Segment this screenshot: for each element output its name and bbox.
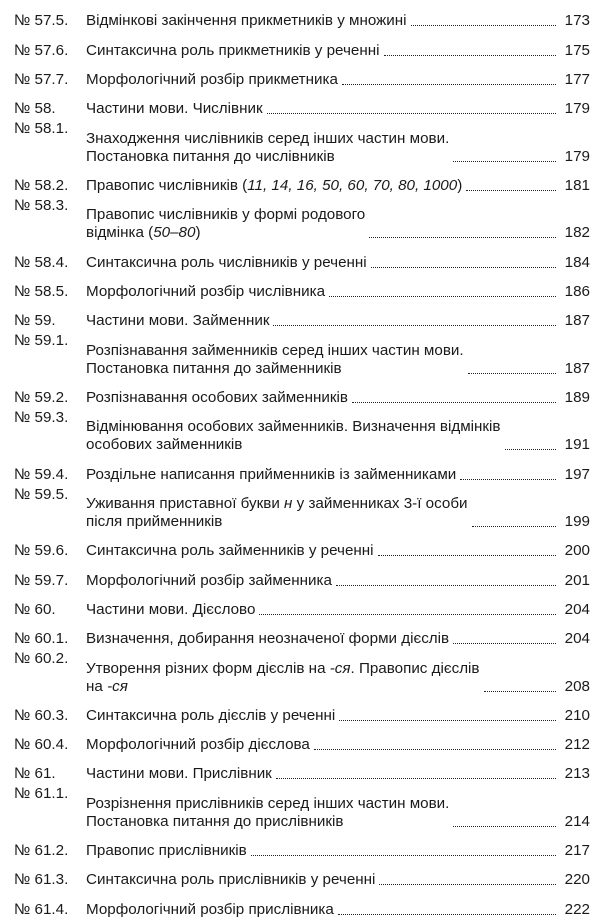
toc-entry <box>0 621 600 650</box>
entry-number: № 60.3. <box>14 706 69 724</box>
entry-number: № 60.4. <box>14 736 69 754</box>
entry-number: № 58.5. <box>14 282 69 300</box>
dot-leader <box>484 690 557 692</box>
entry-title <box>86 630 449 648</box>
dot-leader <box>384 54 556 56</box>
entry-title-line-1 <box>86 660 480 678</box>
entry-body <box>86 707 590 725</box>
entry-body <box>86 254 590 272</box>
entry-number: № 57.6. <box>14 41 69 59</box>
title-text-end: ) <box>195 224 201 242</box>
dot-leader <box>453 642 556 644</box>
entry-number: № 59. <box>14 312 56 330</box>
title-text: особових займенників <box>86 436 243 454</box>
entry-title-line-1 <box>86 418 501 436</box>
entry-title-line-1 <box>86 130 449 148</box>
entry-body <box>86 601 590 619</box>
title-example: н <box>284 494 293 512</box>
title-text: після прийменників <box>86 512 223 530</box>
title-example: 50–80 <box>153 224 196 242</box>
title-text: Синтаксична роль прислівників у реченні <box>86 871 376 889</box>
entry-number: № 61. <box>14 765 56 783</box>
title-text: Морфологічний розбір прикметника <box>86 70 338 88</box>
entry-title <box>86 283 325 301</box>
toc-entry <box>0 592 600 621</box>
toc-entry <box>0 562 600 591</box>
title-text: Морфологічний розбір прислівника <box>86 900 334 918</box>
entry-body <box>86 100 590 118</box>
entry-body <box>86 389 590 407</box>
toc-entry <box>0 698 600 727</box>
toc-entry <box>0 303 600 332</box>
page-number: 182 <box>564 224 590 242</box>
title-text: Розрізнення прислівників серед інших частин мови. <box>86 794 450 812</box>
title-text: Синтаксична роль займенників у реченні <box>86 542 374 560</box>
page-number: 208 <box>564 677 590 695</box>
entry-title <box>86 495 468 531</box>
page-number: 197 <box>564 465 590 483</box>
dot-leader <box>453 160 556 162</box>
title-text: Утворення різних форм дієслів на <box>86 659 330 677</box>
toc-entry <box>0 380 600 409</box>
dot-leader <box>339 719 556 721</box>
entry-title <box>86 42 380 60</box>
entry-title-line-1 <box>86 795 449 813</box>
entry-number: № 57.7. <box>14 70 69 88</box>
page-number: 199 <box>564 512 590 530</box>
dot-leader <box>314 748 556 750</box>
title-example: -ся <box>107 677 128 695</box>
toc-entry <box>0 833 600 862</box>
page-number: 204 <box>564 600 590 618</box>
title-text: Частини мови. Займенник <box>86 312 270 330</box>
page-number: 189 <box>564 388 590 406</box>
entry-body <box>86 71 590 89</box>
entry-body <box>86 283 590 301</box>
entry-title <box>86 71 338 89</box>
entry-number: № 60. <box>14 600 56 618</box>
entry-number: № 60.2. <box>14 650 69 668</box>
title-text: Уживання приставної букви <box>86 494 285 512</box>
title-text: Знаходження числівників серед інших частин мови. <box>86 129 450 147</box>
page-number: 217 <box>564 842 590 860</box>
toc-entry <box>0 756 600 785</box>
toc-entry <box>0 785 600 832</box>
entry-body <box>86 630 590 648</box>
entry-number: № 58.2. <box>14 176 69 194</box>
page-number: 214 <box>564 812 590 830</box>
entry-number: № 57.5. <box>14 12 69 30</box>
toc-entry <box>0 891 600 920</box>
dot-leader <box>468 372 556 374</box>
page-number: 201 <box>564 571 590 589</box>
entry-title-line-2 <box>86 513 222 530</box>
title-text: Частини мови. Дієслово <box>86 600 256 618</box>
entry-number: № 58.3. <box>14 196 69 214</box>
toc-entry <box>0 91 600 120</box>
page-number: 177 <box>564 70 590 88</box>
toc-entry <box>0 456 600 485</box>
entry-number: № 59.5. <box>14 485 69 503</box>
entry-title-line-2 <box>86 224 201 241</box>
title-text: на <box>86 677 108 695</box>
entry-title <box>86 601 255 619</box>
dot-leader <box>379 883 556 885</box>
entry-title-line-2 <box>86 678 128 695</box>
toc-entry <box>0 168 600 197</box>
entry-number: № 59.6. <box>14 542 69 560</box>
entry-title <box>86 466 456 484</box>
entry-number: № 59.2. <box>14 388 69 406</box>
title-example: 11, 14, 16, 50, 60, 70, 80, 1000 <box>247 176 458 194</box>
dot-leader <box>342 83 556 85</box>
entry-number: № 58. <box>14 100 56 118</box>
entry-title <box>86 765 272 783</box>
title-text: Синтаксична роль дієслів у реченні <box>86 706 336 724</box>
title-text: Розпізнавання займенників серед інших частин мови. <box>86 341 464 359</box>
toc-entry <box>0 274 600 303</box>
entry-body <box>86 842 590 860</box>
page-number: 175 <box>564 41 590 59</box>
page-number: 220 <box>564 871 590 889</box>
dot-leader <box>378 554 556 556</box>
entry-number: № 59.3. <box>14 408 69 426</box>
page-number: 187 <box>564 359 590 377</box>
entry-body <box>86 901 590 919</box>
entry-title-line-2 <box>86 148 335 165</box>
toc-entry <box>0 727 600 756</box>
entry-number: № 60.1. <box>14 630 69 648</box>
toc-entry <box>0 332 600 379</box>
dot-leader <box>460 478 556 480</box>
entry-number: № 61.2. <box>14 842 69 860</box>
page-number: 179 <box>564 100 590 118</box>
title-text: Постановка питання до займенників <box>86 359 342 377</box>
page-number: 210 <box>564 706 590 724</box>
dot-leader <box>336 584 556 586</box>
page-number: 200 <box>564 542 590 560</box>
entry-body <box>86 418 590 454</box>
entry-title <box>86 572 332 590</box>
dot-leader <box>329 295 556 297</box>
page-number: 191 <box>564 436 590 454</box>
toc-entry <box>0 862 600 891</box>
entry-body <box>86 342 590 378</box>
dot-leader <box>472 525 556 527</box>
dot-leader <box>259 613 556 615</box>
title-text-end: . Правопис дієслів <box>350 659 480 677</box>
toc-entry <box>0 32 600 61</box>
entry-title <box>86 795 449 831</box>
page-number: 222 <box>564 900 590 918</box>
dot-leader <box>352 401 556 403</box>
page-number: 213 <box>564 765 590 783</box>
page-number: 181 <box>564 176 590 194</box>
entry-body <box>86 177 590 195</box>
entry-body <box>86 660 590 696</box>
entry-title <box>86 842 247 860</box>
entry-title-line-2 <box>86 813 343 830</box>
toc-entry <box>0 3 600 32</box>
dot-leader <box>411 24 556 26</box>
dot-leader <box>369 236 556 238</box>
entry-title <box>86 871 375 889</box>
entry-title <box>86 206 365 242</box>
title-text: Розпізнавання особових займенників <box>86 388 348 406</box>
toc-entry <box>0 486 600 533</box>
entry-body <box>86 312 590 330</box>
dot-leader <box>453 825 556 827</box>
toc-entry <box>0 197 600 244</box>
entry-body <box>86 206 590 242</box>
entry-title <box>86 312 269 330</box>
page-number: 184 <box>564 253 590 271</box>
entry-number: № 61.4. <box>14 900 69 918</box>
entry-body <box>86 572 590 590</box>
entry-title <box>86 342 464 378</box>
title-text: Синтаксична роль прикметників у реченні <box>86 41 380 59</box>
entry-number: № 59.1. <box>14 332 69 350</box>
title-text: Правопис числівників у формі родового <box>86 206 366 224</box>
entry-title-line-1 <box>86 206 365 224</box>
entry-title <box>86 901 334 919</box>
entry-title <box>86 660 480 696</box>
entry-number: № 61.1. <box>14 785 69 803</box>
page-number: 186 <box>564 282 590 300</box>
title-text: відмінка ( <box>86 224 154 242</box>
page-number: 187 <box>564 312 590 330</box>
entry-number: № 59.7. <box>14 571 69 589</box>
entry-body <box>86 466 590 484</box>
toc-entry <box>0 244 600 273</box>
page-number: 212 <box>564 736 590 754</box>
entry-title <box>86 389 348 407</box>
entry-title-line-1 <box>86 342 464 360</box>
title-text: Постановка питання до числівників <box>86 147 335 165</box>
entry-body <box>86 795 590 831</box>
entry-number: № 61.3. <box>14 871 69 889</box>
entry-title <box>86 707 335 725</box>
entry-body <box>86 871 590 889</box>
toc-entry <box>0 409 600 456</box>
title-text-end: ) <box>457 176 463 194</box>
entry-body <box>86 736 590 754</box>
entry-title-line-1 <box>86 495 468 513</box>
entry-title <box>86 12 407 30</box>
title-example: -ся <box>329 659 351 677</box>
title-text: Відмінювання особових займенників. Визначення відмінків <box>86 418 501 436</box>
entry-body <box>86 130 590 166</box>
title-text: Морфологічний розбір дієслова <box>86 736 310 754</box>
dot-leader <box>505 448 556 450</box>
dot-leader <box>273 324 556 326</box>
entry-number: № 59.4. <box>14 465 69 483</box>
toc-entry <box>0 650 600 697</box>
entry-title <box>86 542 374 560</box>
toc-entry <box>0 62 600 91</box>
title-text: Правопис числівників ( <box>86 176 248 194</box>
dot-leader <box>276 777 556 779</box>
entry-title <box>86 418 501 454</box>
entry-title-line-2 <box>86 436 242 453</box>
title-text: Морфологічний розбір числівника <box>86 282 326 300</box>
title-text: Постановка питання до прислівників <box>86 812 344 830</box>
dot-leader <box>371 266 556 268</box>
entry-title-line-2 <box>86 360 342 377</box>
title-text: Частини мови. Числівник <box>86 100 263 118</box>
title-text: Відмінкові закінчення прикметників у множині <box>86 12 407 30</box>
title-text: Правопис прислівників <box>86 842 247 860</box>
entry-title <box>86 100 263 118</box>
dot-leader <box>466 189 556 191</box>
toc-entry <box>0 533 600 562</box>
entry-body <box>86 495 590 531</box>
dot-leader <box>251 854 556 856</box>
dot-leader <box>267 112 556 114</box>
page-number: 204 <box>564 630 590 648</box>
title-text: Частини мови. Прислівник <box>86 765 272 783</box>
title-text: Роздільне написання прийменників із займенниками <box>86 465 457 483</box>
entry-body <box>86 42 590 60</box>
title-text-end: у займенниках 3-ї особи <box>292 494 468 512</box>
entry-body <box>86 542 590 560</box>
title-text: Морфологічний розбір займенника <box>86 571 332 589</box>
entry-body <box>86 765 590 783</box>
entry-title <box>86 736 310 754</box>
entry-body <box>86 12 590 30</box>
entry-number: № 58.1. <box>14 120 69 138</box>
entry-number: № 58.4. <box>14 253 69 271</box>
title-text: Визначення, добирання неозначеної форми дієслів <box>86 630 450 648</box>
entry-title <box>86 254 367 272</box>
dot-leader <box>338 913 556 915</box>
toc-entry <box>0 120 600 167</box>
title-text: Синтаксична роль числівників у реченні <box>86 253 367 271</box>
page-number: 179 <box>564 147 590 165</box>
entry-title <box>86 177 462 195</box>
entry-title <box>86 130 449 166</box>
page-number: 173 <box>564 12 590 30</box>
